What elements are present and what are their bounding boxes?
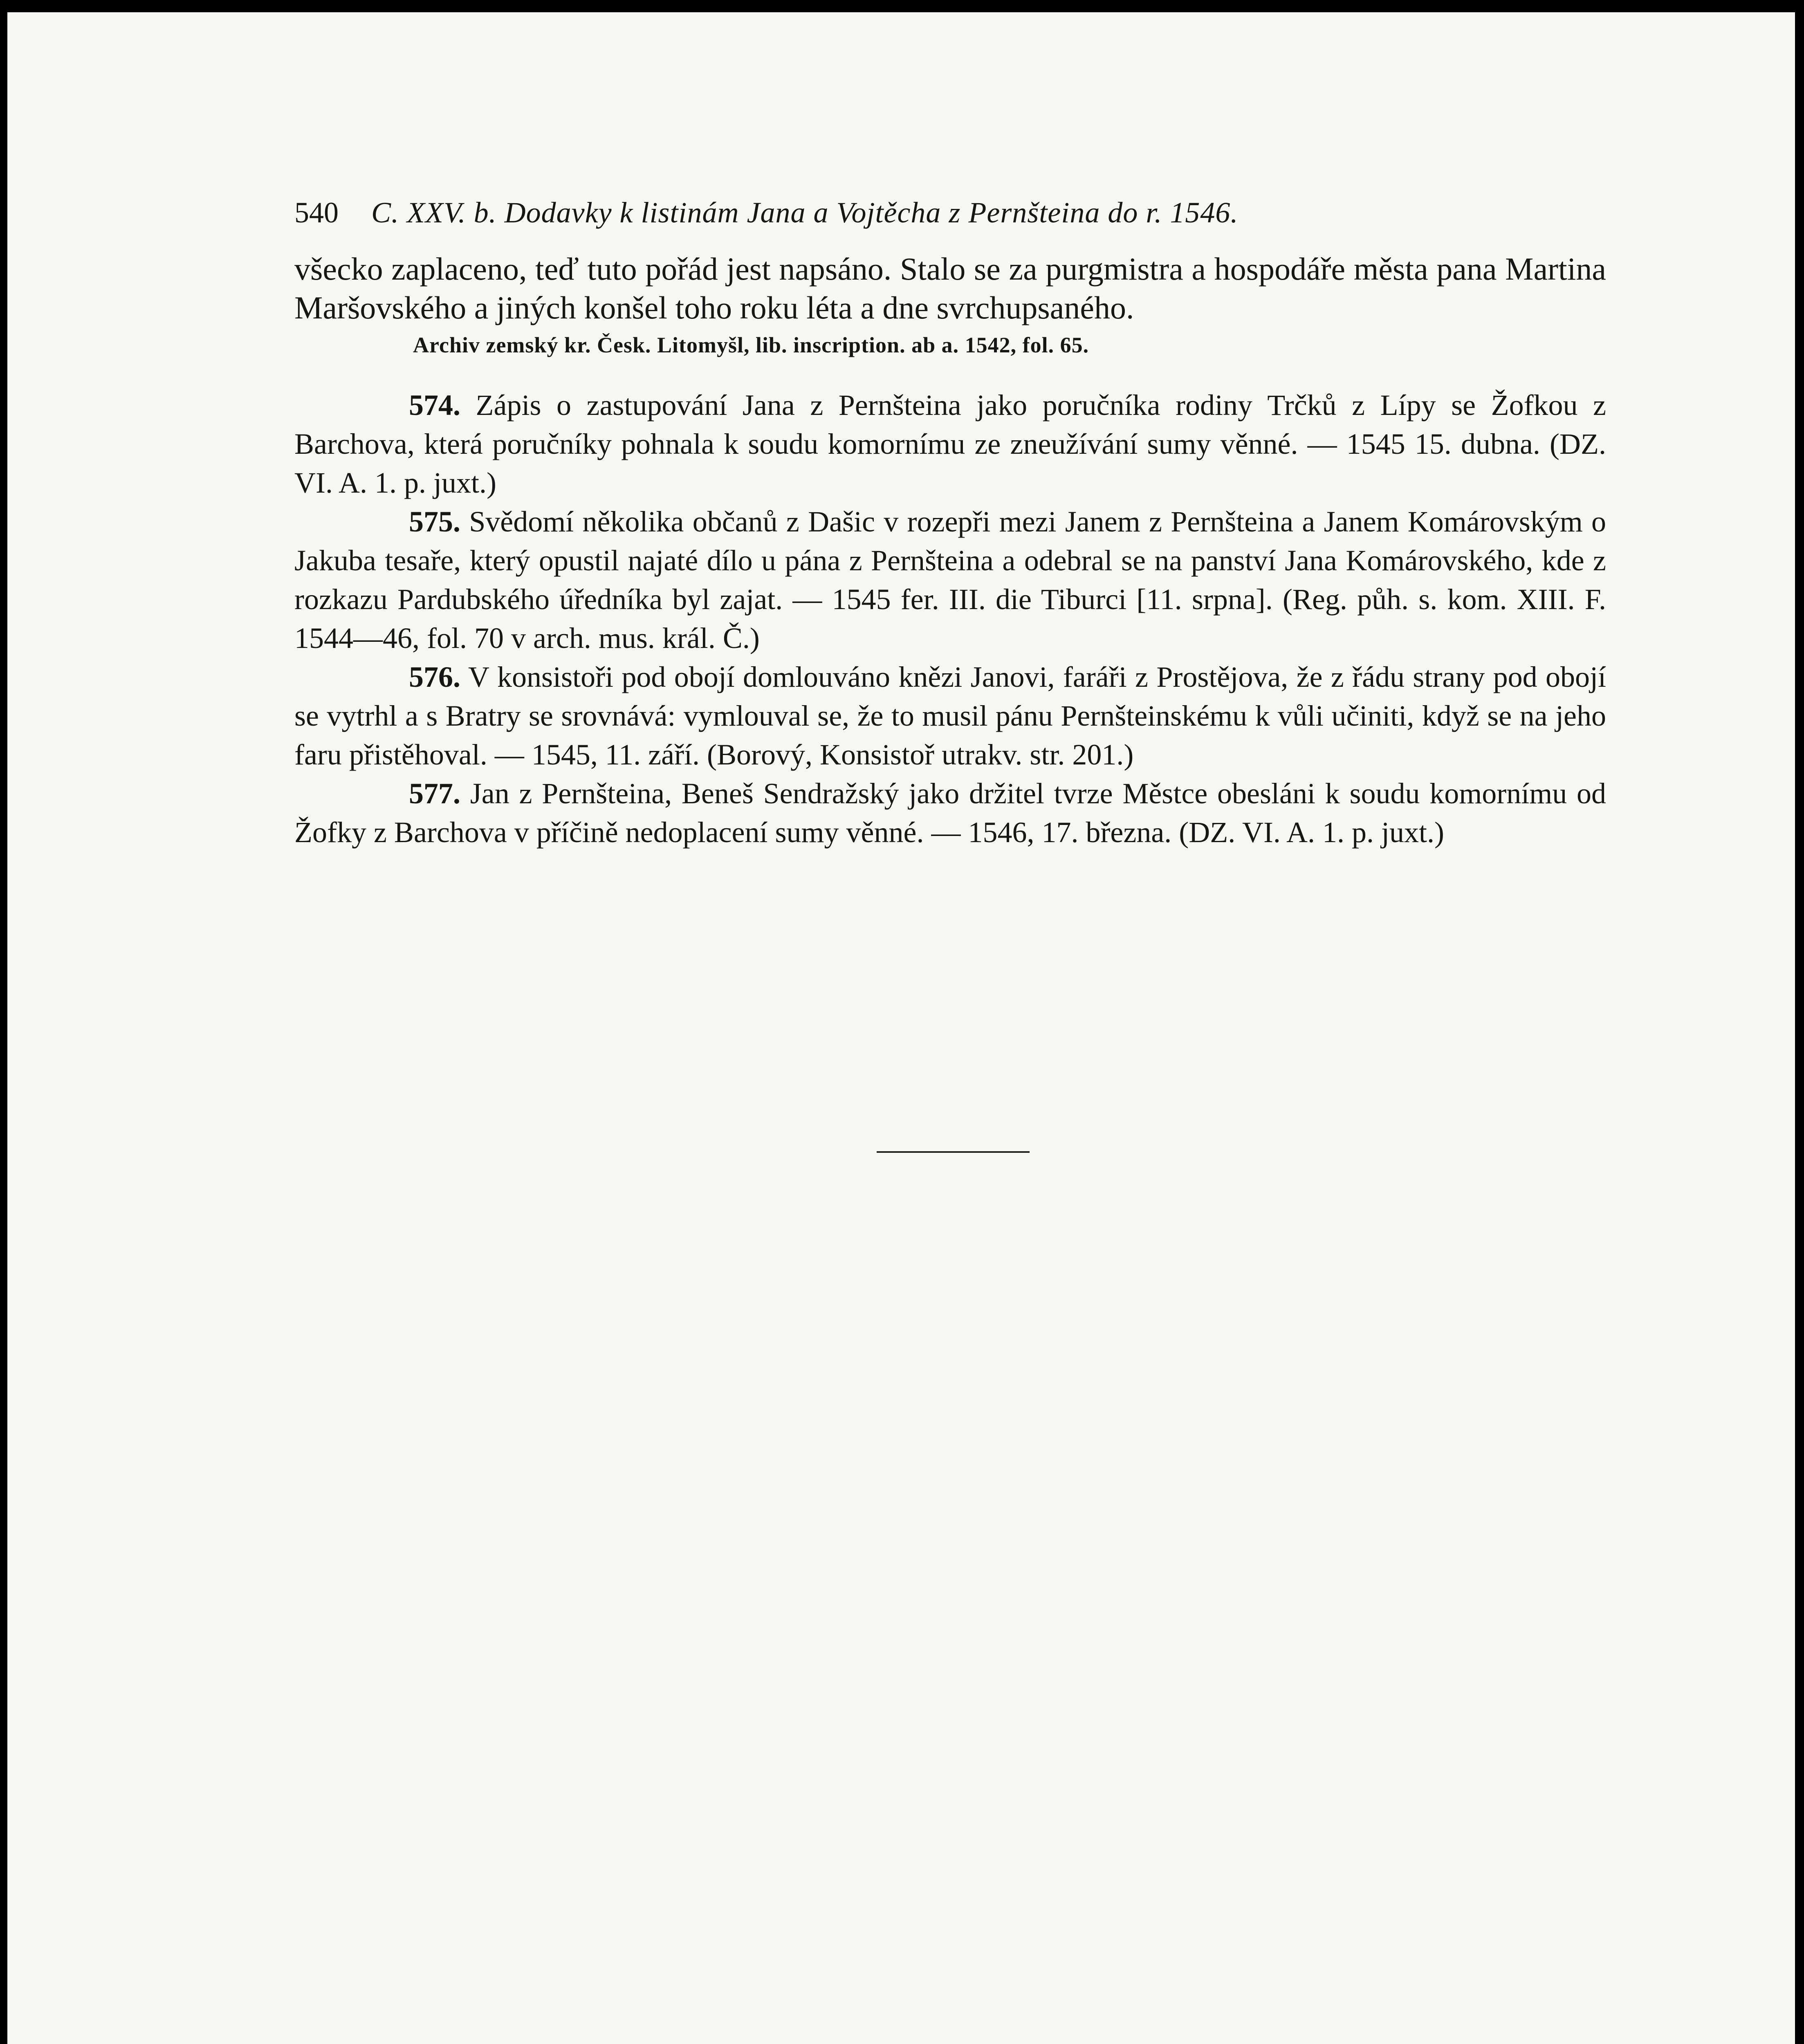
entry-number: 577.: [409, 777, 460, 810]
entry-576: [294, 658, 1606, 774]
entry-number: 574.: [409, 389, 460, 421]
scanned-page: [7, 12, 1795, 2044]
page-number: 540: [294, 196, 339, 229]
running-title: C. XXV. b. Dodavky k listinám Jana a Vojtěcha z Pernšteina do r. 1546.: [371, 196, 1239, 229]
section-end-rule: [877, 1151, 1030, 1153]
entry-574: [294, 386, 1606, 502]
running-head: [294, 192, 1606, 233]
source-citation: Archiv zemský kr. Česk. Litomyšl, lib. inscription. ab a. 1542, fol. 65.: [413, 333, 1089, 357]
entry-number: 575.: [409, 505, 460, 538]
entry-text: V konsistoři pod obojí domlouváno knězi Janovi, faráři z Prostějova, že z řádu strany pod obojí se vytrhl a s Bratry se srovnává: vymlouval se, že to musil pánu Pernšteinskému k vůli učiniti, když se na jeho faru přistěhoval. — 1545, 11. září. (Borový, Konsistoř utrakv. str. 201.): [294, 661, 1606, 771]
entry-text: Zápis o zastupování Jana z Pernšteina jako poručníka rodiny Trčků z Lípy se Žofkou z Barchova, která poručníky pohnala k soudu komornímu ze zneužívání sumy věnné. — 1545 15. dubna. (DZ. VI. A. 1. p. juxt.): [294, 389, 1607, 499]
page-content: [294, 192, 1606, 852]
entry-number: 576.: [409, 661, 460, 693]
continuation-paragraph: všecko zaplaceno, teď tuto pořád jest napsáno. Stalo se za purgmistra a hospodáře města pana Martina Maršovského a jiných konšel toho roku léta a dne svrchupsaného.: [294, 251, 1606, 325]
entry-text: Svědomí několika občanů z Dašic v rozepři mezi Janem z Pernšteina a Janem Komárovským o Jakuba tesaře, který opustil najaté dílo u pána z Pernšteina a odebral se na panství Jana Komárovského, kde z rozkazu Pardubského úředníka byl zajat. — 1545 fer. III. die Tiburci [11. srpna]. (Reg. půh. s. kom. XIII. F. 1544—46, fol. 70 v arch. mus. král. Č.): [294, 505, 1607, 654]
entry-577: [294, 774, 1606, 852]
entry-text: Jan z Pernšteina, Beneš Sendražský jako držitel tvrze Městce obesláni k soudu komornímu od Žofky z Barchova v příčině nedoplacení sumy věnné. — 1546, 17. března. (DZ. VI. A. 1. p. juxt.): [294, 777, 1607, 849]
entry-575: [294, 502, 1606, 658]
